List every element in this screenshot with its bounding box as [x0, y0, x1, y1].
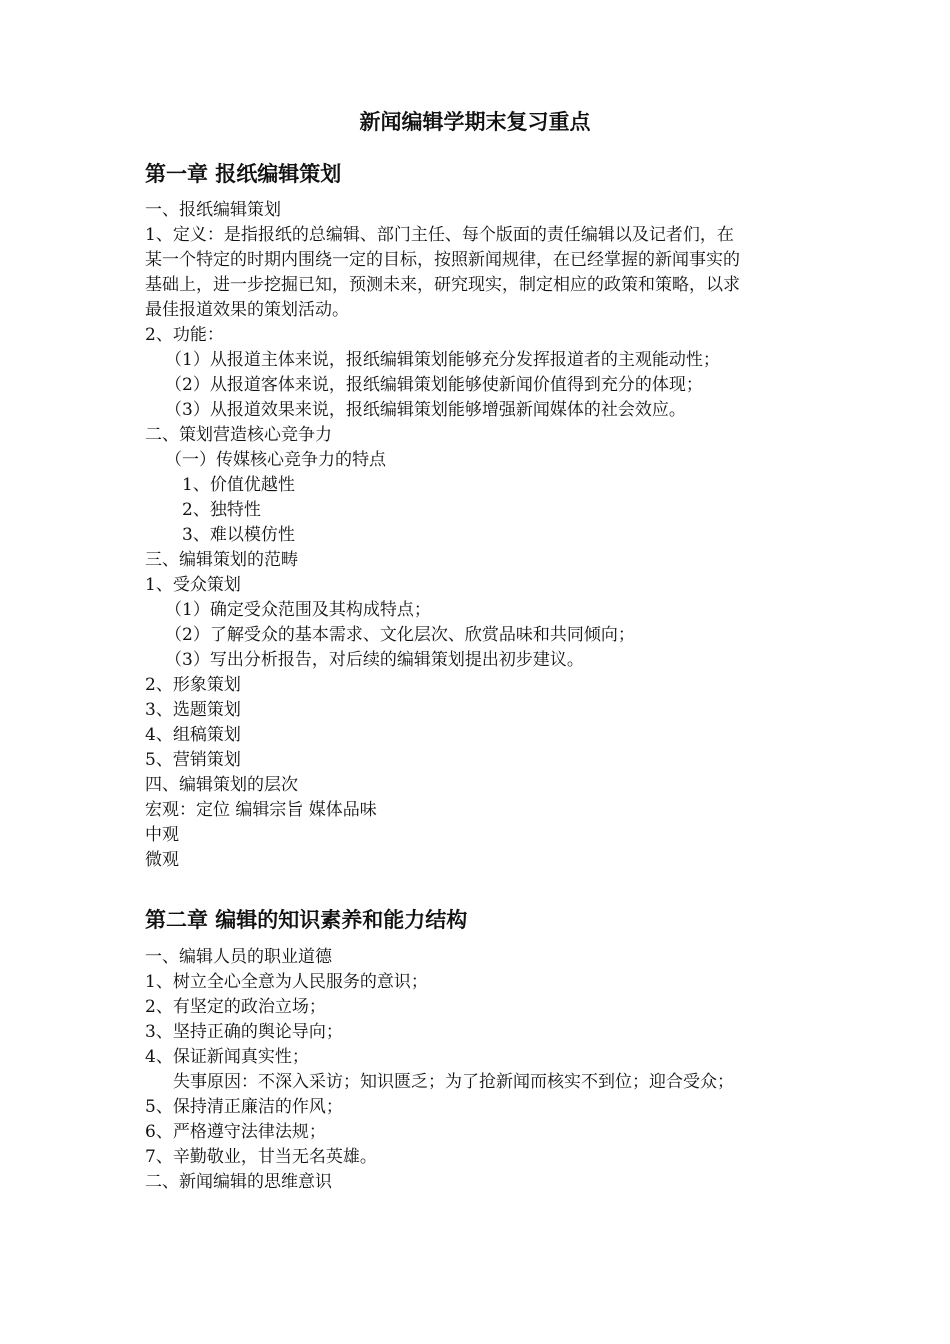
- list-item: 7、辛勤敬业，甘当无名英雄。: [145, 1147, 377, 1167]
- list-item: 4、保证新闻真实性；: [145, 1047, 309, 1067]
- section-heading: 四、编辑策划的层次: [145, 775, 298, 795]
- list-item: 2、形象策划: [145, 675, 241, 695]
- chapter-1-heading: 第一章 报纸编辑策划: [145, 162, 342, 186]
- list-item: 6、严格遵守法律法规；: [145, 1122, 326, 1142]
- list-item: （3）写出分析报告，对后续的编辑策划提出初步建议。: [165, 650, 584, 670]
- list-item: 1、受众策划: [145, 575, 241, 595]
- text-line: 基础上，进一步挖掘已知，预测未来，研究现实，制定相应的政策和策略，以求: [145, 275, 740, 295]
- chapter-2-heading: 第二章 编辑的知识素养和能力结构: [145, 908, 468, 932]
- text-line: 宏观：定位 编辑宗旨 媒体品味: [145, 800, 377, 820]
- document-title: 新闻编辑学期末复习重点: [359, 110, 591, 134]
- section-heading: 二、新闻编辑的思维意识: [145, 1172, 332, 1192]
- list-item: 3、难以模仿性: [182, 525, 295, 545]
- list-item: （1）确定受众范围及其构成特点；: [165, 600, 431, 620]
- text-line: 某一个特定的时期内围绕一定的目标，按照新闻规律，在已经掌握的新闻事实的: [145, 250, 740, 270]
- text-line: 中观: [145, 825, 179, 845]
- text-line: 失事原因：不深入采访；知识匮乏；为了抢新闻而核实不到位；迎合受众；: [173, 1072, 734, 1092]
- subsection-heading: （一）传媒核心竞争力的特点: [165, 450, 386, 470]
- list-item: （1）从报道主体来说，报纸编辑策划能够充分发挥报道者的主观能动性；: [165, 350, 720, 370]
- list-item: 3、坚持正确的舆论导向；: [145, 1022, 343, 1042]
- section-heading: 一、报纸编辑策划: [145, 200, 281, 220]
- list-item: 5、营销策划: [145, 750, 241, 770]
- section-heading: 一、编辑人员的职业道德: [145, 947, 332, 967]
- list-item: （2）从报道客体来说，报纸编辑策划能够使新闻价值得到充分的体现；: [165, 375, 703, 395]
- list-item: 2、有坚定的政治立场；: [145, 997, 326, 1017]
- section-heading: 三、编辑策划的范畴: [145, 550, 298, 570]
- section-heading: 二、策划营造核心竞争力: [145, 425, 332, 445]
- list-item: 1、价值优越性: [182, 475, 295, 495]
- text-line: 微观: [145, 850, 179, 870]
- list-item: 4、组稿策划: [145, 725, 241, 745]
- list-item: 3、选题策划: [145, 700, 241, 720]
- list-item: 5、保持清正廉洁的作风；: [145, 1097, 343, 1117]
- text-line: 最佳报道效果的策划活动。: [145, 300, 349, 320]
- list-item: （3）从报道效果来说，报纸编辑策划能够增强新闻媒体的社会效应。: [165, 400, 686, 420]
- list-item: 1、树立全心全意为人民服务的意识；: [145, 972, 428, 992]
- text-line: 1、定义：是指报纸的总编辑、部门主任、每个版面的责任编辑以及记者们，在: [145, 225, 734, 245]
- list-item: （2）了解受众的基本需求、文化层次、欣赏品味和共同倾向；: [165, 625, 635, 645]
- text-line: 2、功能：: [145, 325, 224, 345]
- list-item: 2、独特性: [182, 500, 261, 520]
